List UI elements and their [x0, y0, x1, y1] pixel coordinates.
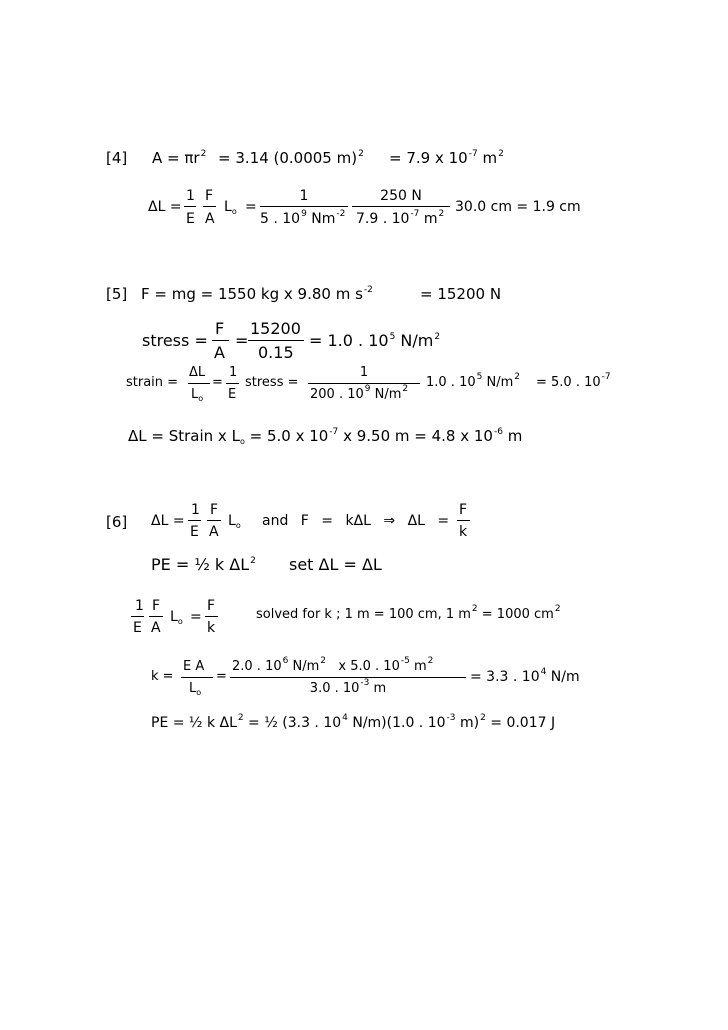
frac-f: F — [152, 598, 161, 614]
area-formula: $A = \pi r^2$ — [152, 149, 207, 167]
frac-f: F — [207, 598, 216, 614]
frac-a: A — [209, 524, 219, 540]
fraction-bar — [226, 383, 239, 384]
stress-result: = 1.0 . $10^5$ $N/m^2$ — [309, 331, 441, 350]
fraction-bar — [352, 206, 450, 207]
frac-one: 1 — [135, 598, 144, 614]
force-line: F = mg = 1550 kg x 9.80 m $s^{-2}$ — [141, 285, 373, 303]
fraction-bar — [230, 677, 466, 678]
stress-numerator: 15200 — [250, 319, 301, 338]
frac-k: k — [207, 620, 216, 636]
potential-energy-final: PE = ½ k $\Delta L^2$ = ½ (3.3 . $10^4$ N/m)(1.0 . $10^{-3}$ m)$^2$ = 0.017 J — [151, 713, 556, 731]
area-substitution: = 3.14 (0.0005 m)$^2$ — [218, 149, 364, 167]
stress-denominator: 0.15 — [258, 343, 294, 362]
numerator-one: 1 — [299, 188, 309, 204]
denominator-modulus: 5 . $10^9$ $Nm^{-2}$ — [260, 209, 346, 227]
hooke-relation: and F = kΔL ⇒ ΔL = — [262, 513, 450, 529]
fraction-bar — [248, 340, 304, 341]
strain-label: strain = — [126, 375, 179, 390]
k-label: k = — [151, 669, 174, 684]
strain-frac-one: 1 — [229, 365, 238, 380]
fraction-bar — [260, 206, 348, 207]
strain-frac-dl: ΔL — [189, 365, 206, 380]
frac-a: A — [205, 211, 215, 227]
fraction-bar — [184, 206, 196, 207]
strain-result: = 5.0 . $10^{-7}$ — [536, 372, 611, 390]
fraction-bar — [205, 616, 218, 617]
strain-denominator: 200 . $10^9$ $N/m^2$ — [310, 384, 409, 402]
frac-one: 1 — [186, 188, 195, 204]
frac-e: E — [133, 620, 142, 636]
k-frac-ea: E A — [183, 659, 205, 674]
k-numerator: 2.0 . $10^6$ $N/m^2$ x 5.0 . $10^{-5}$ $m^2$ — [232, 656, 434, 674]
delta-l-label: ΔL = — [148, 199, 182, 215]
solve-for-k-note: solved for k ; 1 m = 100 cm, 1 $m^2 = 1000$ $cm^2$ — [256, 604, 561, 622]
frac-k: k — [459, 524, 468, 540]
k-frac-l: $L_o$ — [189, 681, 202, 697]
k-result: = 3.3 . $10^4$ N/m — [470, 667, 580, 685]
strain-frac-l: $L_o$ — [191, 387, 204, 403]
frac-f: F — [205, 188, 214, 204]
delta-l-final: ΔL = Strain x $L_o = 5.0$ x $10^{-7}$ x 9.50 m = 4.8 x $10^{-6}$ m — [128, 427, 523, 446]
equals-sign: = — [216, 669, 227, 684]
frac-f: F — [459, 502, 468, 518]
length-symbol: $L_o$ — [228, 513, 241, 530]
area-result: = 7.9 x $10^{-7}$ $m^2$ — [389, 149, 504, 167]
fraction-bar — [131, 616, 144, 617]
fraction-bar — [181, 677, 213, 678]
stress-frac-a: A — [214, 343, 225, 362]
fraction-bar — [188, 383, 210, 384]
strain-numerator-one: 1 — [359, 365, 369, 380]
fraction-bar — [457, 520, 470, 521]
strain-frac-e: E — [228, 387, 237, 402]
length-symbol: $L_o$ — [224, 199, 237, 216]
stress-frac-f: F — [215, 319, 225, 338]
fraction-bar — [207, 520, 221, 521]
fraction-bar — [149, 616, 163, 617]
frac-f: F — [210, 502, 219, 518]
numerator-force: 250 N — [380, 188, 422, 204]
potential-energy-formula: PE = ½ k $\Delta L^2$ — [151, 555, 256, 574]
fraction-bar — [188, 520, 201, 521]
problem-4-label: [4] — [106, 149, 128, 167]
force-result: = 15200 N — [420, 285, 502, 303]
strain-multiplier: 1.0 . $10^5$ $N/m^2$ — [426, 372, 520, 390]
frac-e: E — [190, 524, 199, 540]
equals-sign: = — [190, 609, 202, 625]
delta-l-label: ΔL = — [151, 513, 185, 529]
problem-6-label: [6] — [106, 513, 128, 531]
length-symbol: $L_o$ — [170, 609, 183, 626]
frac-e: E — [186, 211, 195, 227]
equals-sign: = — [212, 375, 223, 390]
stress-word: stress = — [245, 375, 299, 390]
frac-one: 1 — [191, 502, 200, 518]
denominator-area: 7.9 . $10^{-7}$ $m^2$ — [356, 209, 445, 227]
fraction-bar — [212, 340, 229, 341]
frac-a: A — [151, 620, 161, 636]
equals-sign: = — [235, 331, 249, 350]
delta-l-result: 30.0 cm = 1.9 cm — [455, 199, 581, 215]
stress-label: stress = — [142, 331, 208, 350]
equals-sign: = — [245, 199, 257, 215]
set-statement: set ΔL = ΔL — [289, 555, 382, 574]
problem-5-label: [5] — [106, 285, 128, 303]
k-denominator: 3.0 . $10^{-3}$ m — [309, 678, 387, 696]
fraction-bar — [203, 206, 216, 207]
